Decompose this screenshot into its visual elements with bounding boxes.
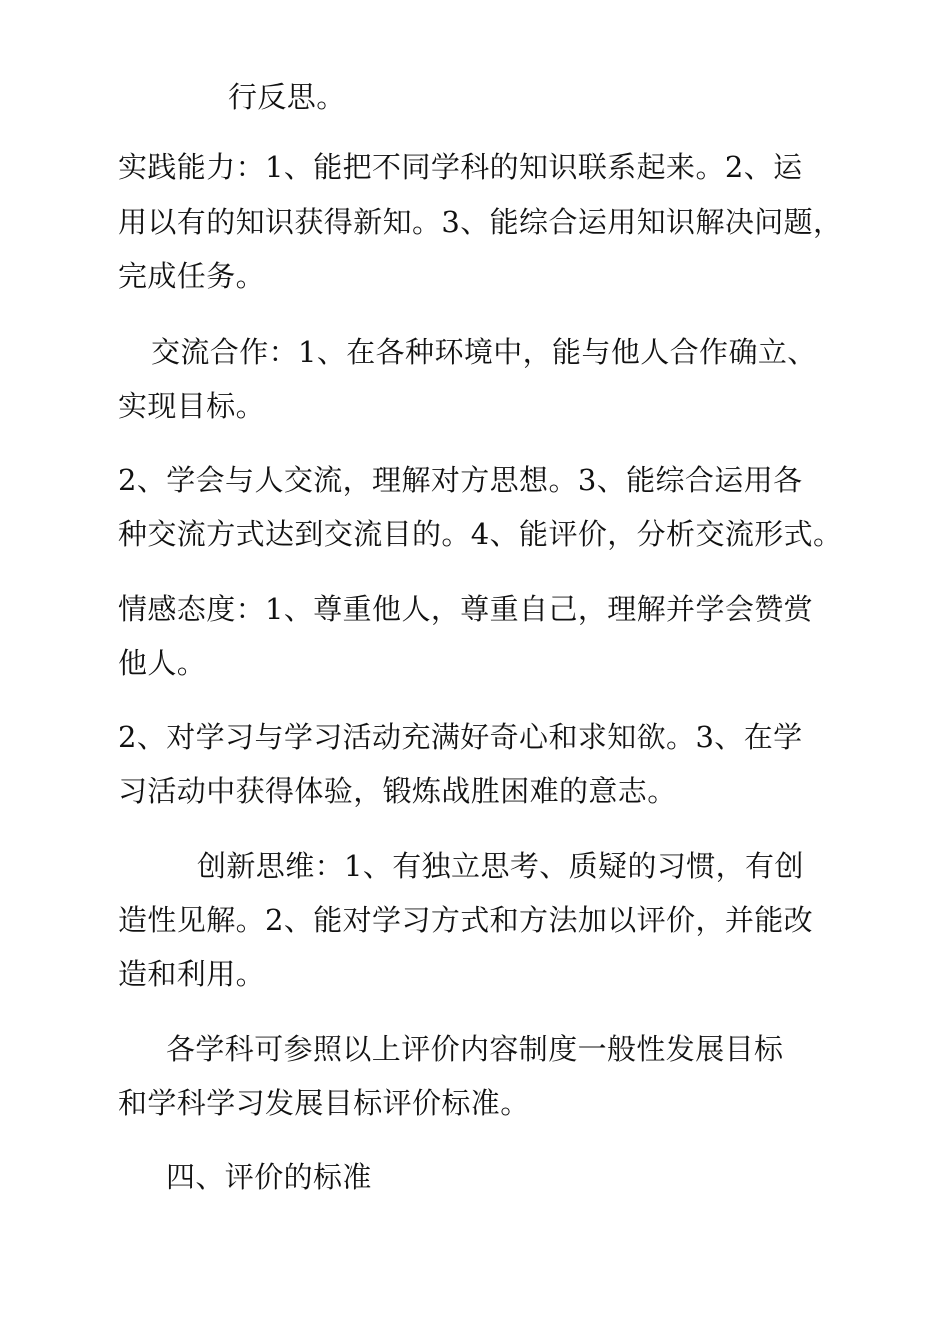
text-line: 实践能力：1、能把不同学科的知识联系起来。2、运 <box>118 150 803 184</box>
text-line: 种交流方式达到交流目的。4、能评价，分析交流形式。 <box>118 517 843 551</box>
section-heading: 四、评价的标准 <box>166 1160 372 1194</box>
text-line: 交流合作：1、在各种环境中，能与他人合作确立、 <box>151 335 817 369</box>
text-line: 情感态度：1、尊重他人，尊重自己，理解并学会赞赏 <box>118 592 814 626</box>
text-line: 和学科学习发展目标评价标准。 <box>118 1086 530 1120</box>
text-line: 造和利用。 <box>118 957 266 991</box>
text-line: 各学科可参照以上评价内容制度一般性发展目标 <box>166 1032 784 1066</box>
text-line: 实现目标。 <box>118 389 266 423</box>
text-line: 完成任务。 <box>118 259 266 293</box>
text-line: 习活动中获得体验，锻炼战胜困难的意志。 <box>118 774 677 808</box>
text-line: 行反思。 <box>228 80 346 114</box>
text-line: 创新思维：1、有独立思考、质疑的习惯，有创 <box>197 849 804 883</box>
text-line: 造性见解。2、能对学习方式和方法加以评价，并能改 <box>118 903 814 937</box>
text-line: 用以有的知识获得新知。3、能综合运用知识解决问题， <box>118 205 843 239</box>
text-line: 2、学会与人交流，理解对方思想。3、能综合运用各 <box>118 463 803 497</box>
text-line: 他人。 <box>118 646 207 680</box>
text-line: 2、对学习与学习活动充满好奇心和求知欲。3、在学 <box>118 720 803 754</box>
